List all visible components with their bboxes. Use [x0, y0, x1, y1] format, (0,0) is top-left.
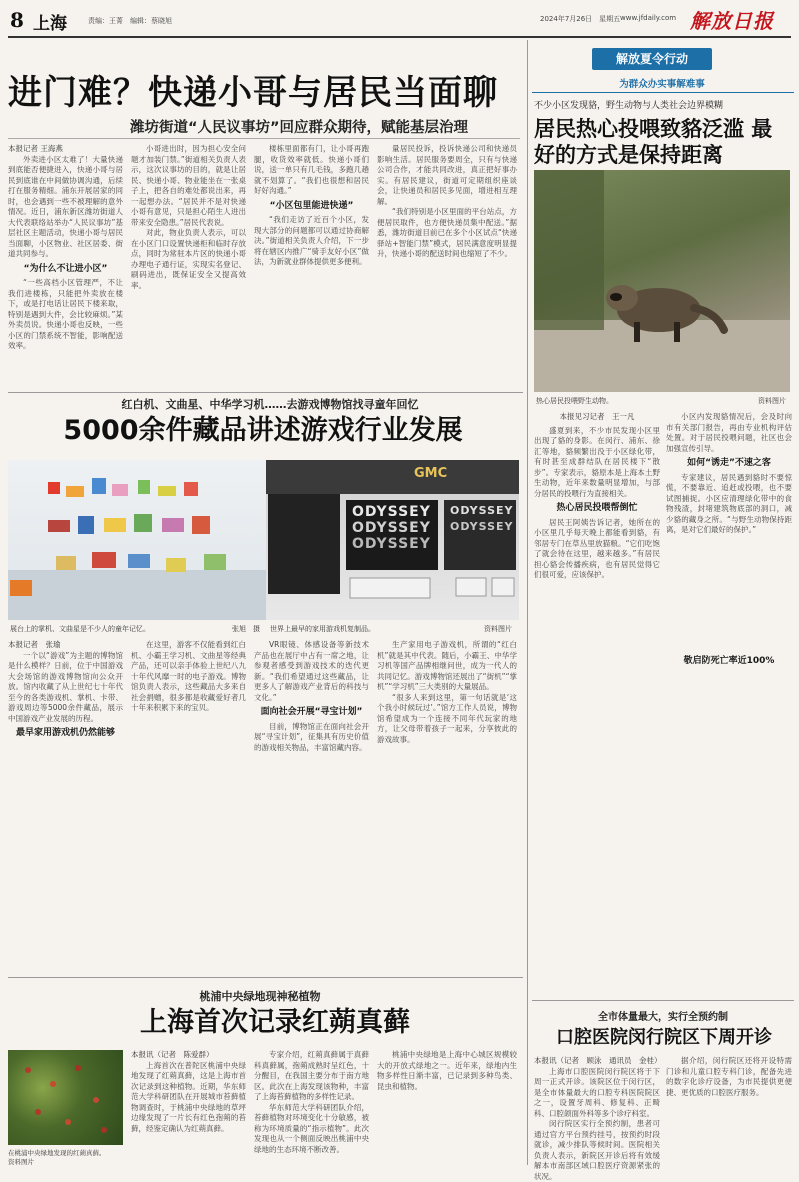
museum-col-1	[8, 640, 123, 970]
museum-subheading-1: 最早家用游戏机仍然能够	[15, 728, 115, 738]
museum-headline: 5000余件藏品讲述游戏行业发展	[63, 415, 463, 446]
raccoon-dog-illustration	[534, 170, 790, 392]
lead-subheading-2: “小区包里能进快递”	[269, 200, 354, 211]
sidebar-subheading-1: 热心居民投喂帮倒忙	[556, 503, 638, 513]
moss-photo-credit: 资料图片	[8, 1158, 34, 1166]
campaign-banner	[592, 48, 712, 70]
moss-paragraph: 桃浦中央绿地是上海中心城区规模较大的开放式绿地之一。近年来，绿地内生物多样性日渐丰富，已记录到多种鸟类、昆虫和植物。	[377, 1050, 517, 1091]
sidebar-kicker: 不少小区发现貉，野生动物与人类社会边界模糊	[534, 101, 724, 111]
moss-col-2	[254, 1050, 369, 1165]
lead-story	[0, 40, 522, 392]
museum-col-2	[131, 640, 246, 970]
sidebar-col-2	[666, 412, 792, 1062]
hospital-col-2	[666, 1056, 792, 1168]
museum-paragraph: “很多人来到这里，第一句话就是‘这个我小时候玩过’。”馆方工作人员说，博物馆希望成为一个连接不同年代玩家的地方，让父母带着孩子一起来，分享彼此的游戏故事。	[377, 692, 517, 744]
sidebar-headline: 居民热心投喂致貉泛滥 最好的方式是保持距离	[534, 117, 773, 167]
museum-kicker: 红白机、文曲星、中华学习机……去游戏博物馆找寻童年回忆	[121, 398, 419, 411]
hospital-byline: 本报讯（记者 顾泳 通讯员 金桂）	[534, 1056, 662, 1065]
lead-col-1	[8, 144, 123, 394]
handheld-devices-illustration	[8, 460, 266, 620]
museum-paragraph: 生产家用电子游戏机，所谓的“红白机”就是其中代表。随后，小霸王、中华学习机等国产品牌相继问世，成为一代人的共同记忆。游戏博物馆还展出了“街机”“掌机”“学习机”三大类别的大量展品。	[377, 640, 517, 691]
sidebar-paragraph: 小区内发现貉情况后，会及时向市有关部门报告，再由专业机构评估处置。对于居民投喂问题，社区也会加强宣传引导。	[666, 412, 792, 453]
museum-photo1-credit: 张旭 摄	[232, 625, 260, 633]
lead-col-3	[254, 144, 369, 394]
museum-paragraph: VR眼镜、体感设备等新技术产品也在展厅中占有一席之地，让参观者感受到游戏技术的迭代更新。“我们希望通过这些藏品，让更多人了解游戏产业背后的科技与文化。”	[254, 640, 369, 702]
lead-byline: 本报记者 王海燕	[8, 144, 63, 153]
moss-paragraph: 专家介绍，红蒴真藓属于真藓科真藓属，孢蒴成熟时呈红色，十分醒目，在我国主要分布于南方地区。此次在上海发现该物种，丰富了上海苔藓植物的多样性记录。	[254, 1050, 369, 1101]
moss-paragraph: 华东师范大学科研团队介绍，苔藓植物对环境变化十分敏感，被称为环境质量的“指示植物”。此次发现也从一个侧面反映出桃浦中央绿地的生态环境不断改善。	[254, 1102, 369, 1154]
museum-paragraph: 一个以“游戏”为主题的博物馆是什么模样？日前，位于中国游戏大会场馆的游戏博物馆向公众开放。馆内收藏了从上世纪七十年代至今的各类游戏机、掌机、卡带、游戏周边等5000余件藏品，展示中国游戏产业发展的历程。	[8, 650, 123, 723]
lead-subheading-1: “为什么不让进小区”	[23, 263, 108, 274]
sidebar-paragraph: 专家建议，居民遇到貉时不要惊慌，不要靠近、追赶或投喂，也不要试图捕捉。小区应清理绿化带中的食物残渣，封堵建筑物底部的洞口，减少貉的藏身之所。“与野生动物保持距离，是对它们最好的保护。”	[666, 472, 792, 534]
lead-paragraph: 对此，物业负责人表示，可以在小区门口设置快递柜和临时存放点，同时为常驻本片区的快递小哥办理电子通行证，实现实名登记、刷码进出，既保证安全又提高效率。	[131, 228, 246, 290]
section-name: 上海	[33, 14, 67, 34]
museum-photo2-credit: 资料图片	[484, 625, 512, 633]
newspaper-logo: 解放日报	[690, 9, 774, 33]
lead-paragraph: 量居民投诉，投诉快递公司和快递员影响生活。居民服务要周全，只有与快递公司合作，才能共同改进，真正把好事办实。有居民建议，街道可定期组织座谈会，让快递员和居民多见面，增进相互理解。	[377, 144, 517, 206]
sidebar-feature	[532, 40, 794, 690]
lead-subhead: 潍坊街道“人民议事坊”回应群众期待，赋能基层治理	[130, 120, 469, 136]
sidebar-col-1	[534, 412, 660, 1062]
sidebar-subheading-2: 如何“诱走”不速之客	[687, 458, 771, 468]
moss-col-3	[377, 1050, 517, 1165]
moss-illustration	[8, 1050, 123, 1145]
museum-photo1-caption: 展台上的掌机、文曲星是不少人的童年记忆。	[10, 625, 150, 633]
campaign-subtitle: 为群众办实事解难事	[619, 79, 705, 90]
raccoon-dog-photo	[534, 170, 790, 392]
hospital-headline: 口腔医院闵行院区下周开诊	[556, 1027, 772, 1048]
website-url: www.jfdaily.com	[620, 14, 677, 22]
lead-paragraph: “一些高档小区管理严，不让我们进楼栋，只能把外卖放在楼下，或是打电话让居民下楼来取，特别是遇到大件，会比较麻烦。”某外卖员说。快递小哥也反映，一些小区的门禁系统不智能，影响配送效率。	[8, 278, 123, 350]
odyssey-label-2: ODYSSEY	[352, 520, 431, 536]
lead-paragraph: 外卖进小区太难了！大量快递到底能否便捷进入，快递小哥与居民到底谁在中间做协调沟通，后续打在服务精细。浦东开展居家的同时，也会遇到一些不被理解的意外情况。近日，浦东新区潍坊街道人大代表联络站举办“人民议事坊”基层社区主题活动，快递小哥与居民当面聊，小区物业、社区居委、街道共同参与。	[8, 154, 123, 258]
moss-kicker: 桃浦中央绿地现神秘植物	[199, 990, 321, 1003]
lead-paragraph: 小哥进出时，因为担心安全问题才加装门禁。”街道相关负责人表示，这次议事坊的目的，就是让居民、快递小哥、物业能坐在一张桌子上，把各自的难处都说出来，再一起想办法。“居民并不是对快递小哥有意见，只是担心陌生人进出带来安全隐患。”居民代表说。	[131, 144, 246, 227]
sidebar-paragraph: 居民王阿姨告诉记者，她所在的小区里几乎每天晚上都能看到貉，有邻居专门在草丛里放猫粮。“它们吃饱了就会待在这里，越来越多。”有居民担心貉会传播疾病，也有居民觉得它们很可爱，应该保护。	[534, 517, 660, 579]
lead-paragraph: 楼栋里面都有门，让小哥再跑腿，收货效率就低。快递小哥们说，送一单只有几毛钱，多跑几趟就不划算了。“我们也很想和居民好好沟通。”	[254, 144, 369, 195]
museum-paragraph: 目前，博物馆正在面向社会开展“寻宝计划”，征集具有历史价值的游戏相关物品，丰富馆藏内容。	[254, 721, 369, 752]
sidebar-paragraph: 盛夏到来，不少市民发现小区里出现了貉的身影。在闵行、浦东、徐汇等地，貉频繁出没于小区绿化带，有时甚至成群结队在居民楼下“散步”。专家表示，貉原本是上海本土野生动物，近年来数量明显增加，与部分居民的投喂行为直接相关。	[534, 425, 660, 498]
page-number: 8	[10, 8, 24, 32]
issue-date: 2024年7月26日 星期五	[540, 15, 621, 23]
museum-col-4	[377, 640, 517, 970]
odyssey-label-1: ODYSSEY	[352, 504, 431, 520]
moss-col-1	[131, 1050, 246, 1165]
museum-subheading-2: 面向社会开展“寻宝计划”	[260, 707, 363, 717]
lead-col-4	[377, 144, 517, 394]
moss-photo-caption: 在桃浦中央绿地发现的红蒴真藓。	[8, 1149, 106, 1157]
hospital-story	[532, 1002, 794, 1181]
sidebar-photo-caption: 热心居民投喂野生动物。	[536, 397, 613, 405]
sidebar-byline: 本报见习记者 王一凡	[559, 412, 635, 421]
museum-story	[0, 396, 522, 976]
hospital-paragraph: 上海市口腔医院闵行院区将于下周一正式开诊。该院区位于闵行区，是全市体量最大的口腔专科医院院区之一，设置牙周科、修复科、正畸科、口腔颌面外科等多个诊疗科室。	[534, 1066, 660, 1118]
campaign-banner-label: 解放夏令行动	[615, 52, 688, 66]
odyssey-label-3: ODYSSEY	[352, 536, 431, 552]
sidebar-subheading-3: 敬启防死亡率近100%	[683, 655, 775, 666]
museum-paragraph: 在这里，游客不仅能看到红白机、小霸王学习机、文曲星等经典产品，还可以亲手体验上世纪八九十年代风靡一时的电子游戏。博物馆负责人表示，这些藏品大多来自社会捐赠，很多都是收藏爱好者几十年来积累下来的宝贝。	[131, 640, 246, 712]
lead-headline: 进门难？快递小哥与居民当面聊	[8, 73, 498, 113]
hospital-paragraph: 闵行院区实行全预约制，患者可通过官方平台预约挂号，按预约时段就诊，减少排队等候时间。医院相关负责人表示，新院区开诊后将有效缓解本市南部区域口腔医疗资源紧张的状况。	[534, 1119, 660, 1181]
lead-col-2	[131, 144, 246, 394]
moss-paragraph: 上海首次在普陀区桃浦中央绿地发现了红蒴真藓，这是上海市首次记录到这种植物。近期，华东师范大学科研团队在开展城市苔藓植物调查时，于桃浦中央绿地的草坪边缘发现了一片长有红色孢蒴的苔藓，经鉴定确认为红蒴真藓。	[131, 1060, 246, 1133]
moss-byline: 本报讯（记者 陈爱群）	[131, 1050, 214, 1059]
hospital-kicker: 全市体量最大，实行全预约制	[598, 1012, 728, 1023]
museum-col-3	[254, 640, 369, 970]
museum-photo2-caption: 世界上最早的家用游戏机复制品。	[270, 625, 375, 633]
masthead	[0, 0, 799, 36]
museum-byline: 本报记者 张瑜	[8, 640, 61, 649]
gmc-logo: GMC	[414, 466, 448, 481]
hospital-paragraph: 据介绍，闵行院区还将开设特需门诊和儿童口腔专科门诊，配备先进的数字化诊疗设备，为市民提供更便捷、更优质的口腔医疗服务。	[666, 1056, 792, 1097]
editor-credits: 责编：王菁 编辑：蔡晓旭	[88, 17, 172, 25]
moss-headline: 上海首次记录红蒴真藓	[140, 1007, 410, 1038]
moss-photo	[8, 1050, 123, 1145]
lead-paragraph: “我们走访了近百个小区，发现大部分的问题都可以通过协商解决。”街道相关负责人介绍，下一步将在辖区内推广“骑手友好小区”做法，为新就业群体提供更多便利。	[254, 215, 369, 266]
odyssey-console-photo	[266, 460, 519, 620]
handheld-devices-photo	[8, 460, 266, 620]
hospital-col-1	[534, 1056, 662, 1181]
odyssey-label-5: ODYSSEY	[450, 520, 514, 533]
odyssey-label-4: ODYSSEY	[450, 504, 514, 517]
lead-paragraph: “我们特别是小区里面的平台站点，方便居民取件，也方便快递员集中配送。”据悉，潍坊街道目前已在多个小区试点“快递驿站+智能门禁”模式，居民满意度明显提升，快递小哥的配送时间也缩短了不少。	[377, 207, 517, 258]
sidebar-photo-credit: 资料图片	[758, 397, 786, 405]
moss-story	[0, 980, 522, 1168]
